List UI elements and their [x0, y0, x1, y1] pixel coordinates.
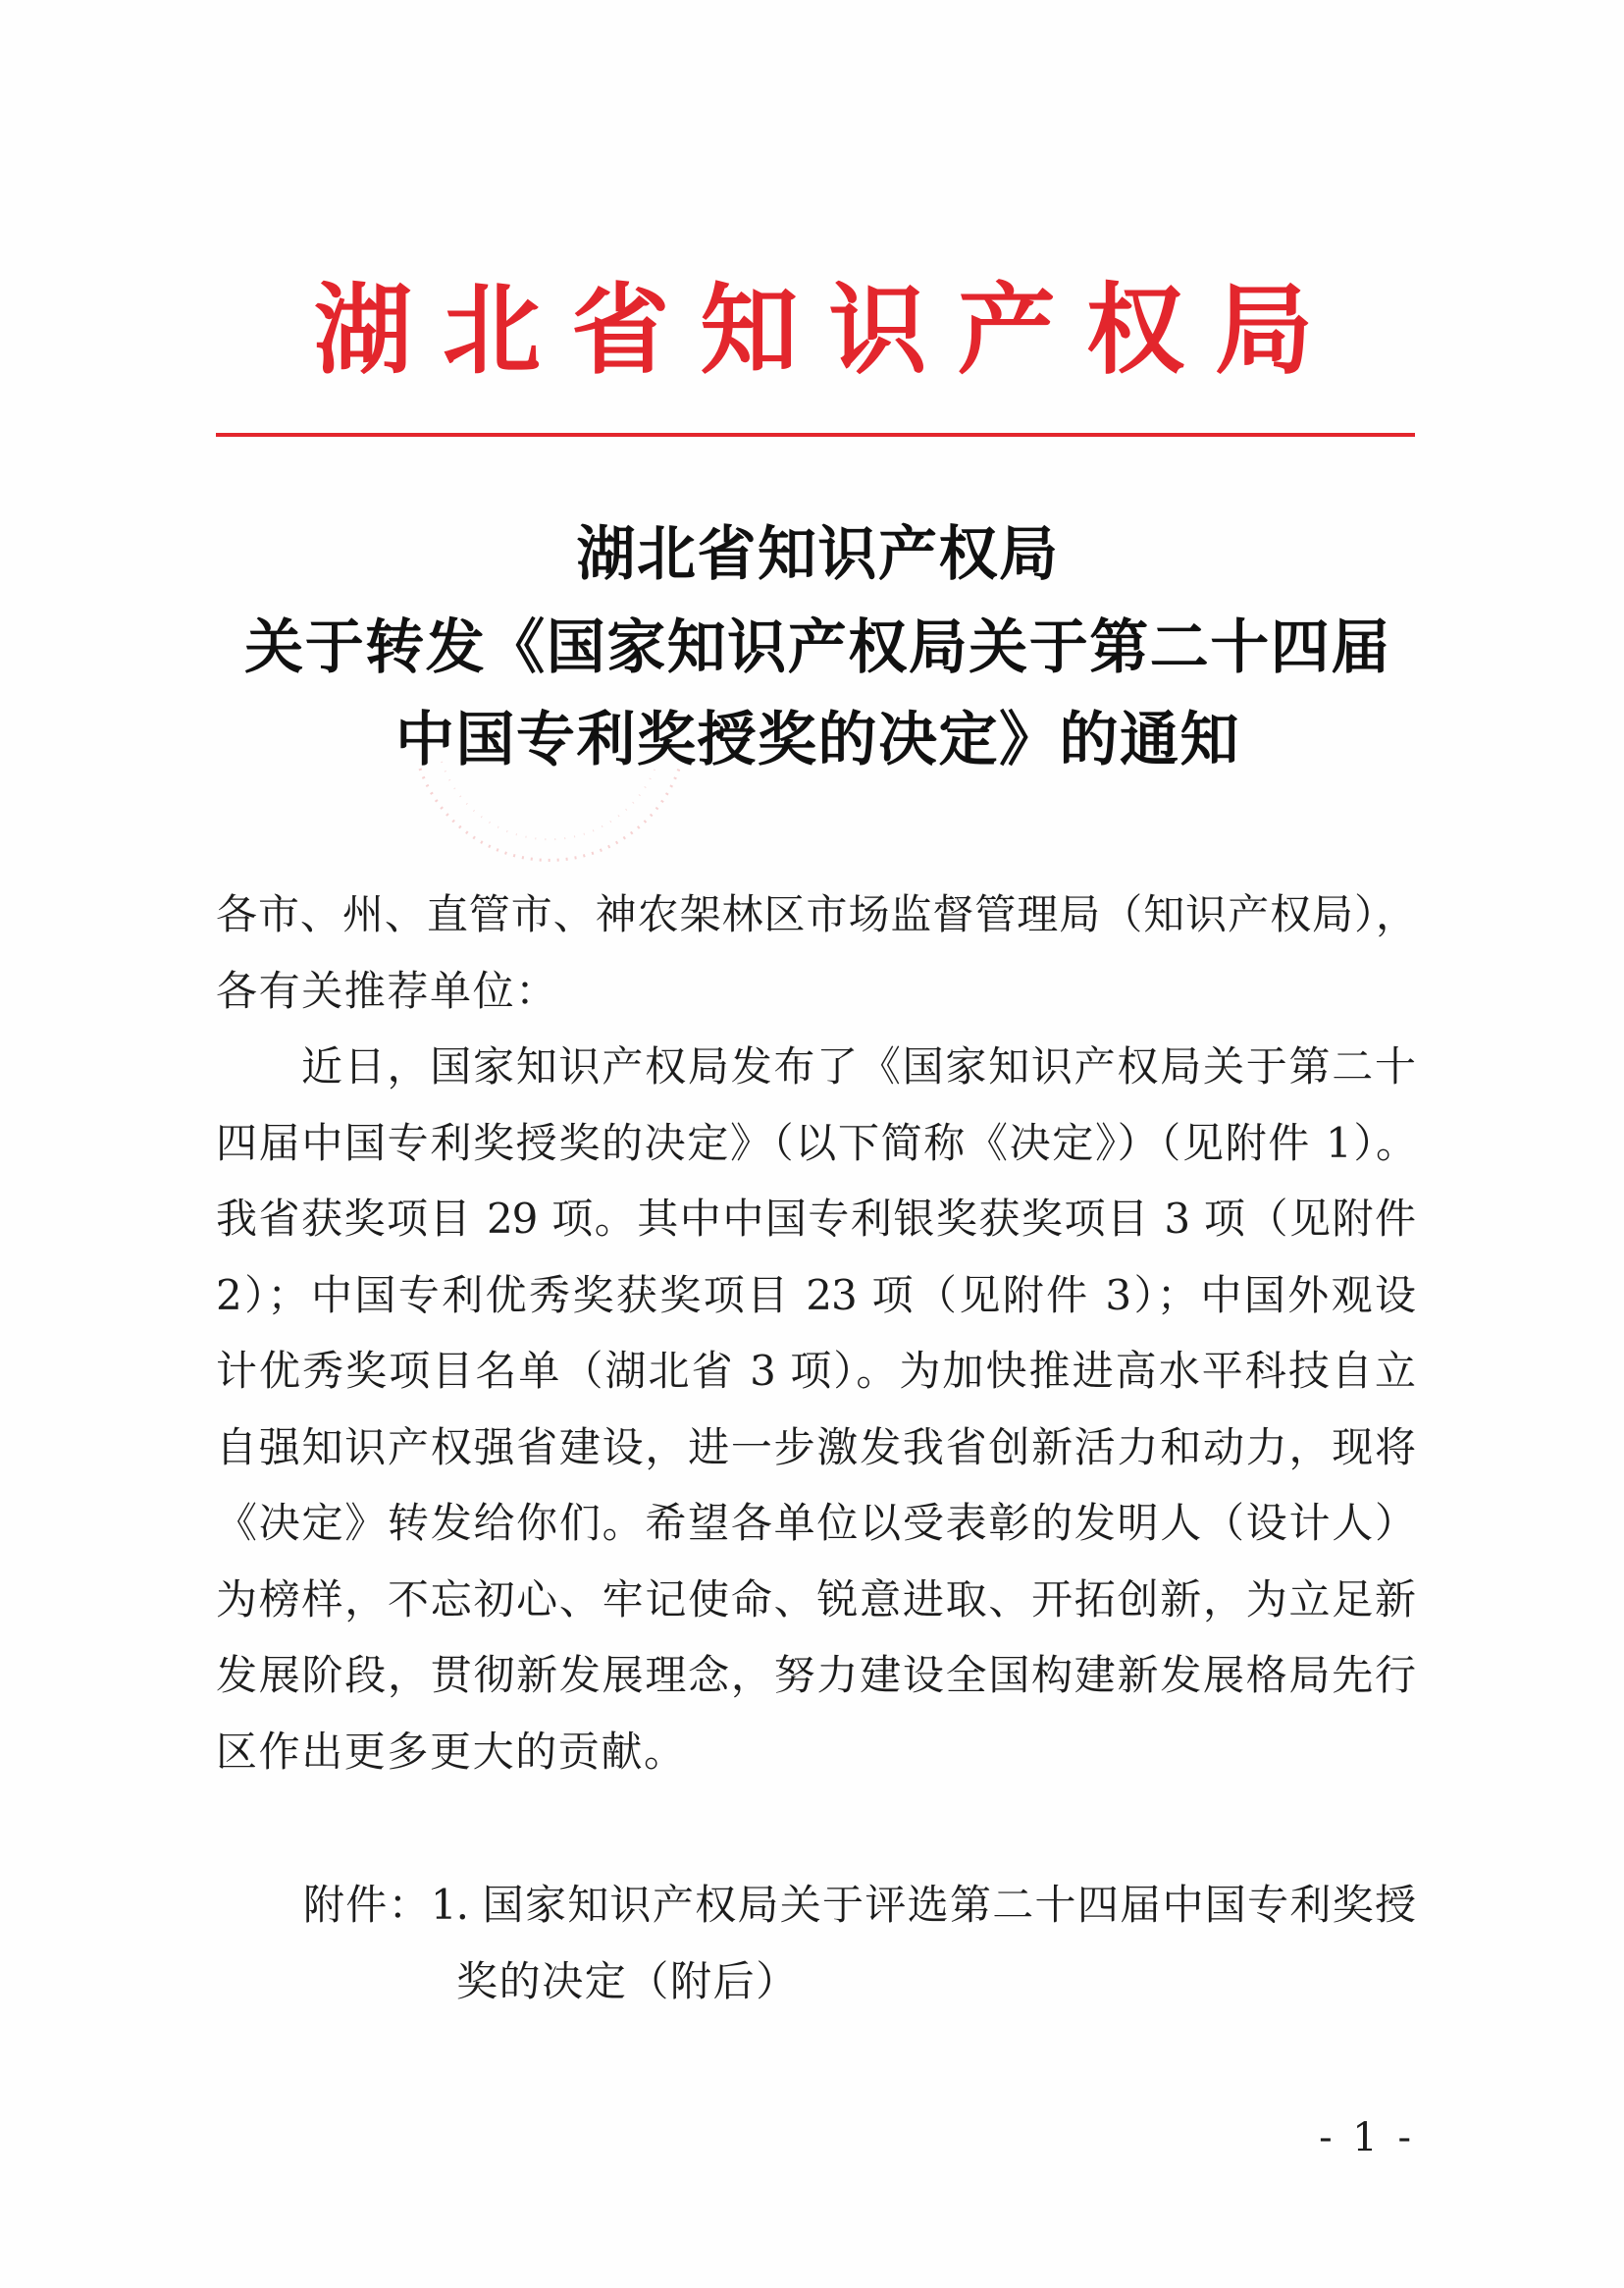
body-line: 为榜样，不忘初心、牢记使命、锐意进取、开拓创新，为立足新 [216, 1574, 1415, 1623]
body-line: 我省获奖项目 29 项。其中中国专利银奖获奖项目 3 项（见附件 [216, 1195, 1415, 1243]
addressee-line: 各有关推荐单位： [216, 966, 558, 1015]
issuing-authority-header: 湖北省知识产权局 [314, 272, 1313, 388]
body-line: 自强知识产权强省建设，进一步激发我省创新活力和动力，现将 [216, 1422, 1415, 1471]
body-line: 计优秀奖项目名单（湖北省 3 项）。为加快推进高水平科技自立 [216, 1347, 1415, 1395]
document-title [6, 508, 1624, 787]
body-line: 四届中国专利奖授奖的决定》（以下简称《决定》）（见附件 1）。 [216, 1118, 1415, 1167]
title-line-2: 关于转发《国家知识产权局关于第二十四届 [244, 612, 1391, 682]
attachment-list [303, 1867, 1415, 2019]
title-line-3: 中国专利奖授奖的决定》的通知 [395, 706, 1240, 774]
attachment-label: 附件： [303, 1881, 431, 1929]
body-line: 2）；中国专利优秀奖获奖项目 23 项（见附件 3）；中国外观设 [216, 1270, 1415, 1319]
red-header-rule [216, 433, 1415, 437]
attachment-title-continued: 奖的决定（附后） [456, 1956, 799, 2005]
page-number: - 1 - [1319, 2115, 1415, 2160]
title-line-1: 湖北省知识产权局 [576, 520, 1060, 589]
document-body [216, 877, 1415, 1789]
addressee-line: 各市、州、直管市、神农架林区市场监督管理局（知识产权局）， [216, 890, 1415, 938]
attachment-item [303, 1867, 1415, 1943]
attachment-title: 国家知识产权局关于评选第二十四届中国专利奖授 [482, 1881, 1415, 1929]
body-line: 近日，国家知识产权局发布了《国家知识产权局关于第二十 [301, 1042, 1415, 1091]
body-line: 区作出更多更大的贡献。 [216, 1727, 687, 1776]
body-line: 《决定》转发给你们。希望各单位以受表彰的发明人（设计人） [216, 1499, 1415, 1547]
body-line: 发展阶段，贯彻新发展理念，努力建设全国构建新发展格局先行 [216, 1651, 1415, 1699]
attachment-number: 1. [430, 1881, 468, 1929]
